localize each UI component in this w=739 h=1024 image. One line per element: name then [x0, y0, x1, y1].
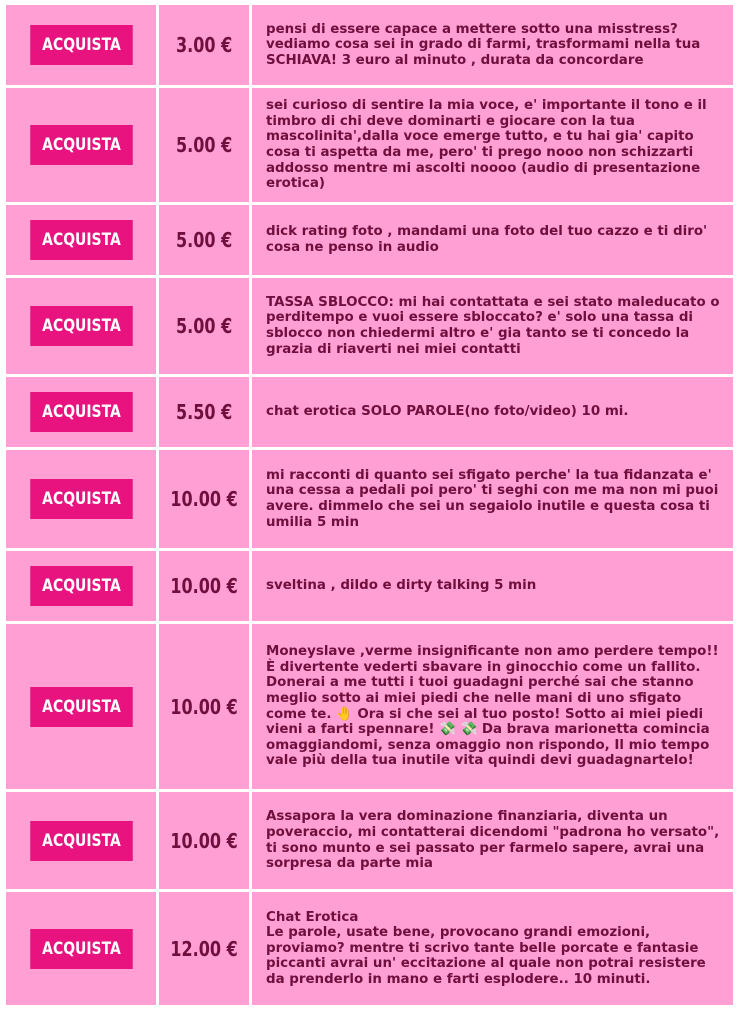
offer-description: Moneyslave ,verme insignificante non amo perdere tempo!! È divertente vederti sbavare in ginocchio come un fallito. Donerai a me tutti i tuoi guadagni perché sai che stanno meglio sotto ai miei piedi che nelle mani di uno sfigato come te. 🤚 Ora si che sei al tuo posto! Sotto ai miei piedi vieni a farti spennare! 💸 💸 Da brava marionetta comincia omaggiandomi, senza omaggio non rispondo, Il mio tempo vale più della tua inutile vita quindi devi guadagnartelo! — [266, 644, 719, 769]
price: 3.00 € — [175, 33, 233, 57]
buy-cell — [6, 892, 156, 1005]
buy-cell — [6, 624, 156, 789]
offer-row — [6, 792, 733, 889]
offer-row — [6, 624, 733, 789]
price-cell — [159, 278, 249, 374]
description-cell — [252, 205, 733, 275]
price: 10.00 € — [170, 828, 238, 853]
price-cell — [159, 892, 249, 1005]
buy-button[interactable]: ACQUISTA — [30, 125, 133, 165]
description-cell — [252, 450, 733, 548]
buy-cell — [6, 377, 156, 447]
price: 10.00 € — [170, 574, 238, 598]
price-cell — [159, 551, 249, 621]
price-cell — [159, 792, 249, 889]
buy-button[interactable]: ACQUISTA — [30, 821, 133, 861]
description-cell — [252, 88, 733, 202]
offer-description: Assapora la vera dominazione finanziaria, diventa un poveraccio, mi contatterai dicendomi "padrona ho versato", ti sono munto e sei passato per farmelo sapere, avrai una sorpresa da parte mia — [266, 809, 720, 872]
price: 5.50 € — [175, 400, 233, 424]
price: 10.00 € — [170, 694, 238, 719]
description-cell — [252, 892, 733, 1005]
offer-description: Chat Erotica Le parole, usate bene, provocano grandi emozioni, proviamo? mentre ti scrivo tante belle porcate e fantasie piccanti avrai un' eccitazione al quale non potrai resistere da prenderlo in mano e farti esplodere.. 10 minuti. — [266, 909, 706, 987]
buy-button[interactable]: ACQUISTA — [30, 25, 133, 65]
buy-cell — [6, 205, 156, 275]
offer-row — [6, 5, 733, 85]
offer-description: mi racconti di quanto sei sfigato perche' la tua fidanzata e' una cessa a pedali poi pero' ti seghi con me ma non mi puoi avere. dimmelo che sei un segaiolo inutile e questa cosa ti umilia 5 min — [266, 467, 719, 530]
price-cell — [159, 5, 249, 85]
buy-button[interactable]: ACQUISTA — [30, 929, 133, 969]
offer-description: sveltina , dildo e dirty talking 5 min — [266, 578, 537, 594]
buy-cell — [6, 278, 156, 374]
buy-cell — [6, 551, 156, 621]
price: 10.00 € — [170, 487, 238, 511]
price: 5.00 € — [175, 228, 233, 252]
offer-row — [6, 892, 733, 1005]
offer-row — [6, 88, 733, 202]
offer-description: sei curioso di sentire la mia voce, e' importante il tono e il timbro di chi deve dominarti e giocare con la tua mascolinita',dalla voce emerge tutto, e tu hai gia' capito cosa ti aspetta da me, pero' ti prego nooo non schizzarti addosso mentre mi ascolti noooo (audio di presentazione erotica) — [266, 98, 707, 192]
description-cell — [252, 5, 733, 85]
buy-cell — [6, 5, 156, 85]
offer-description: chat erotica SOLO PAROLE(no foto/video) 10 mi. — [266, 404, 629, 420]
offer-description: TASSA SBLOCCO: mi hai contattata e sei stato maleducato o perditempo e vuoi essere sbloccato? e' solo una tassa di sblocco non chiedermi altro e' gia tanto se ti concedo la grazia di riaverti nei miei contatti — [266, 294, 720, 357]
buy-button[interactable]: ACQUISTA — [30, 566, 133, 606]
buy-button[interactable]: ACQUISTA — [30, 306, 133, 346]
price-cell — [159, 624, 249, 789]
description-cell — [252, 551, 733, 621]
price-cell — [159, 88, 249, 202]
price-cell — [159, 205, 249, 275]
price: 5.00 € — [175, 314, 233, 338]
buy-button[interactable]: ACQUISTA — [30, 687, 133, 727]
price-cell — [159, 377, 249, 447]
price-cell — [159, 450, 249, 548]
price: 12.00 € — [170, 936, 238, 961]
buy-button[interactable]: ACQUISTA — [30, 392, 133, 432]
offer-row — [6, 205, 733, 275]
buy-cell — [6, 88, 156, 202]
description-cell — [252, 278, 733, 374]
buy-button[interactable]: ACQUISTA — [30, 220, 133, 260]
offer-description: dick rating foto , mandami una foto del tuo cazzo e ti diro' cosa ne penso in audio — [266, 224, 708, 255]
offer-row — [6, 551, 733, 621]
buy-cell — [6, 792, 156, 889]
price: 5.00 € — [175, 133, 233, 157]
description-cell — [252, 377, 733, 447]
offer-description: pensi di essere capace a mettere sotto una misstress? vediamo cosa sei in grado di farmi, trasformami nella tua SCHIAVA! 3 euro al minuto , durata da concordare — [266, 21, 701, 68]
buy-cell — [6, 450, 156, 548]
price-table — [3, 2, 736, 1008]
description-cell — [252, 792, 733, 889]
offer-row — [6, 377, 733, 447]
buy-button[interactable]: ACQUISTA — [30, 479, 133, 519]
offer-row — [6, 450, 733, 548]
description-cell — [252, 624, 733, 789]
offer-row — [6, 278, 733, 374]
